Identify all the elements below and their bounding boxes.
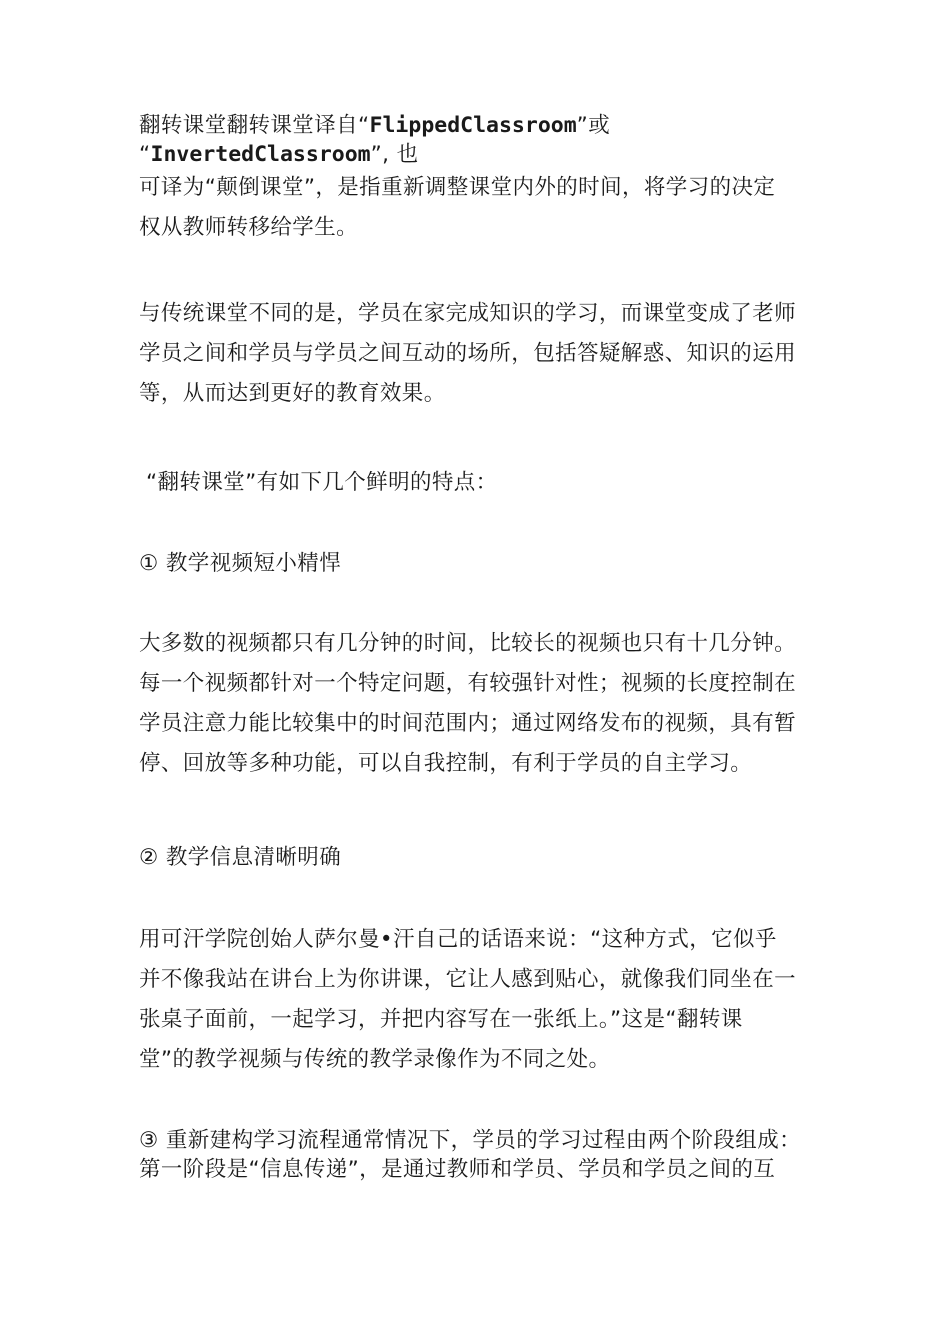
paragraph-traditional-comparison: 与传统课堂不同的是，学员在家完成知识的学习，而课堂变成了老师 学员之间和学员与学员之间互动的场所，包括答疑解惑、知识的运用 等，从而达到更好的教育效果。 [139, 301, 797, 406]
intro-line-2: “InvertedClassroom”, 也 [139, 142, 419, 167]
intro-line-4: 权从教师转移给学生。 [139, 215, 359, 240]
intro-line-1: 翻转课堂翻转课堂译自“FlippedClassroom”或 [139, 113, 611, 138]
intro-heading [139, 111, 819, 169]
feature-1-heading: ① 教学视频短小精悍 [139, 551, 342, 576]
intro-paragraph [139, 168, 819, 248]
features-intro: “翻转课堂”有如下几个鲜明的特点： [146, 470, 498, 495]
feature-3-paragraph: ③ 重新建构学习流程通常情况下，学员的学习过程由两个阶段组成： 第一阶段是“信息传递”，是通过教师和学员、学员和学员之间的互 [139, 1128, 802, 1182]
feature-2-body: 用可汗学院创始人萨尔曼•汗自己的话语来说：“这种方式，它似乎 并不像我站在讲台上为你讲课，它让人感到贴心，就像我们同坐在一 张桌子面前，一起学习，并把内容写在一张纸上。”这是“翻转课 堂”的教学视频与传统的教学录像作为不同之处。 [139, 927, 797, 1072]
feature-1-body: 大多数的视频都只有几分钟的时间，比较长的视频也只有十几分钟。 每一个视频都针对一个特定问题，有较强针对性；视频的长度控制在 学员注意力能比较集中的时间范围内；通过网络发布的视频，具有暂 停、回放等多种功能，可以自我控制，有利于学员的自主学习。 [139, 631, 797, 776]
feature-2-heading: ② 教学信息清晰明确 [139, 845, 342, 870]
intro-line-3: 可译为“颠倒课堂”，是指重新调整课堂内外的时间，将学习的决定 [139, 175, 776, 200]
